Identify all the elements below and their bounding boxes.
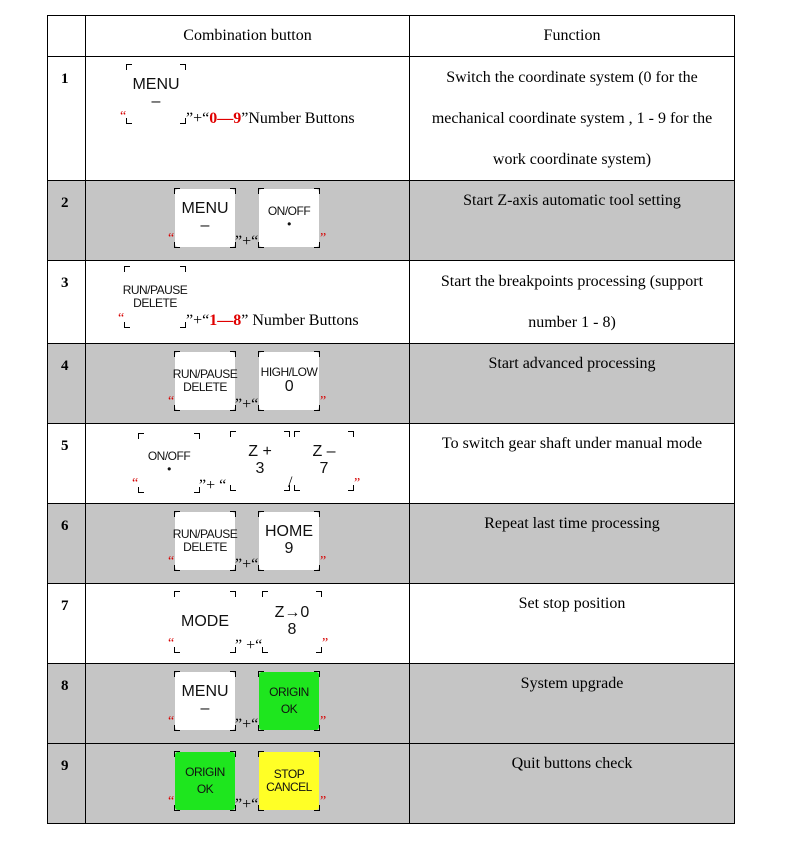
row-number: 4 — [48, 344, 86, 424]
join-text: ”+“ — [235, 716, 259, 733]
key-bottom-label: DELETE — [183, 380, 227, 394]
slash-text: / — [288, 474, 293, 491]
table-header-row — [48, 16, 735, 57]
combination-cell — [86, 584, 410, 664]
key-top-label: MENU — [181, 683, 229, 701]
open-quote: “ — [168, 636, 175, 651]
combination-cell — [86, 504, 410, 584]
combination-cell — [86, 424, 410, 504]
run-pause-key — [172, 512, 238, 570]
key-top-label: ON/OFF — [267, 204, 311, 219]
open-quote: “ — [168, 231, 175, 246]
run-pause-key — [122, 267, 188, 327]
origin-ok-key — [175, 752, 235, 810]
key-top-label: RUN/PAUSE — [122, 283, 188, 298]
table-row — [48, 57, 735, 181]
function-text: Quit buttons check — [410, 744, 735, 824]
table-row — [48, 181, 735, 261]
table-row — [48, 424, 735, 504]
header-function: Function — [410, 16, 735, 57]
key-bottom-label: – — [200, 700, 210, 717]
open-quote: “ — [120, 109, 127, 124]
key-bottom-label: CANCEL — [266, 780, 312, 794]
menu-key — [175, 189, 235, 247]
on-off-key — [259, 189, 319, 247]
key-top-label: Z→0 — [274, 604, 310, 622]
run-pause-key — [172, 352, 238, 410]
key-bottom-label: 0 — [284, 377, 294, 395]
row-number: 3 — [48, 261, 86, 344]
function-text: To switch gear shaft under manual mode — [410, 424, 735, 504]
origin-ok-key — [259, 672, 319, 730]
open-quote: “ — [168, 554, 175, 569]
key-bottom-label: OK — [280, 702, 298, 716]
open-quote: “ — [168, 714, 175, 729]
row-number: 7 — [48, 584, 86, 664]
combination-cell — [86, 57, 410, 181]
function-text: System upgrade — [410, 664, 735, 744]
combination-cell — [86, 261, 410, 344]
open-quote: “ — [168, 394, 175, 409]
table-row — [48, 344, 735, 424]
suffix-text: ”+“1—8” Number Buttons — [186, 312, 359, 329]
key-top-label: ORIGIN — [269, 685, 309, 700]
table-row — [48, 744, 735, 824]
key-top-label: MODE — [181, 612, 229, 630]
function-text: Start Z-axis automatic tool setting — [410, 181, 735, 261]
key-bottom-label: • — [167, 462, 171, 476]
z-plus-key — [231, 432, 289, 490]
key-top-label: HIGH/LOW — [260, 365, 318, 380]
combination-cell — [86, 664, 410, 744]
table-row — [48, 504, 735, 584]
join-text: ”+“ — [235, 796, 259, 813]
key-top-label: ON/OFF — [147, 449, 191, 464]
close-quote: ” — [320, 394, 327, 409]
join-text: ”+“ — [235, 396, 259, 413]
key-top-label: HOME — [265, 523, 313, 541]
close-quote: ” — [320, 554, 327, 569]
key-top-label: RUN/PAUSE — [172, 527, 238, 542]
function-text: Start advanced processing — [410, 344, 735, 424]
close-quote: ” — [354, 476, 361, 491]
z-minus-key — [295, 432, 353, 490]
key-top-label: MENU — [132, 76, 180, 94]
row-number: 5 — [48, 424, 86, 504]
key-top-label: STOP — [273, 767, 305, 782]
suffix-text: ”+“0—9”Number Buttons — [186, 110, 355, 127]
close-quote: ” — [320, 794, 327, 809]
key-bottom-label: 3 — [255, 460, 265, 477]
function-text: Set stop position — [410, 584, 735, 664]
header-combination: Combination button — [86, 16, 410, 57]
key-bottom-label: 7 — [319, 460, 329, 477]
key-bottom-label: DELETE — [133, 296, 177, 310]
open-quote: “ — [168, 794, 175, 809]
menu-key — [175, 672, 235, 730]
row-number: 8 — [48, 664, 86, 744]
z-to-0-key — [263, 592, 321, 652]
table-row — [48, 261, 735, 344]
join-text: ”+“ — [235, 233, 259, 250]
key-top-label: MENU — [181, 200, 229, 218]
key-bottom-label: – — [200, 217, 210, 234]
table-row — [48, 664, 735, 744]
row-number: 9 — [48, 744, 86, 824]
menu-key — [127, 65, 185, 123]
row-number: 6 — [48, 504, 86, 584]
key-bottom-label: DELETE — [183, 540, 227, 554]
join-text: ”+ “ — [199, 477, 227, 494]
combination-cell — [86, 344, 410, 424]
stop-cancel-key — [259, 752, 319, 810]
key-top-label: Z – — [312, 443, 336, 461]
function-text: Repeat last time processing — [410, 504, 735, 584]
header-index — [48, 16, 86, 57]
key-top-label: ORIGIN — [185, 765, 225, 780]
combination-cell — [86, 744, 410, 824]
key-bottom-label: – — [151, 93, 161, 110]
close-quote: ” — [320, 714, 327, 729]
key-top-label: Z + — [248, 443, 272, 461]
open-quote: “ — [132, 476, 139, 491]
function-text: Start the breakpoints processing (support number 1 - 8) — [410, 261, 735, 344]
function-text: Switch the coordinate system (0 for the mechanical coordinate system , 1 - 9 for the work coordinate system) — [410, 57, 735, 181]
on-off-key — [139, 434, 199, 492]
combination-table — [47, 15, 735, 824]
key-bottom-label: OK — [196, 782, 214, 796]
mode-key — [175, 592, 235, 652]
close-quote: ” — [322, 636, 329, 651]
key-top-label: RUN/PAUSE — [172, 367, 238, 382]
join-text: ” +“ — [235, 637, 263, 654]
row-number: 1 — [48, 57, 86, 181]
row-number: 2 — [48, 181, 86, 261]
open-quote: “ — [118, 311, 125, 326]
combination-cell — [86, 181, 410, 261]
home-key — [259, 512, 319, 570]
table-row — [48, 584, 735, 664]
key-bottom-label: 8 — [287, 621, 297, 638]
high-low-key — [259, 352, 319, 410]
join-text: ”+“ — [235, 556, 259, 573]
key-bottom-label: • — [287, 217, 291, 231]
key-bottom-label: 9 — [284, 540, 294, 557]
close-quote: ” — [320, 231, 327, 246]
